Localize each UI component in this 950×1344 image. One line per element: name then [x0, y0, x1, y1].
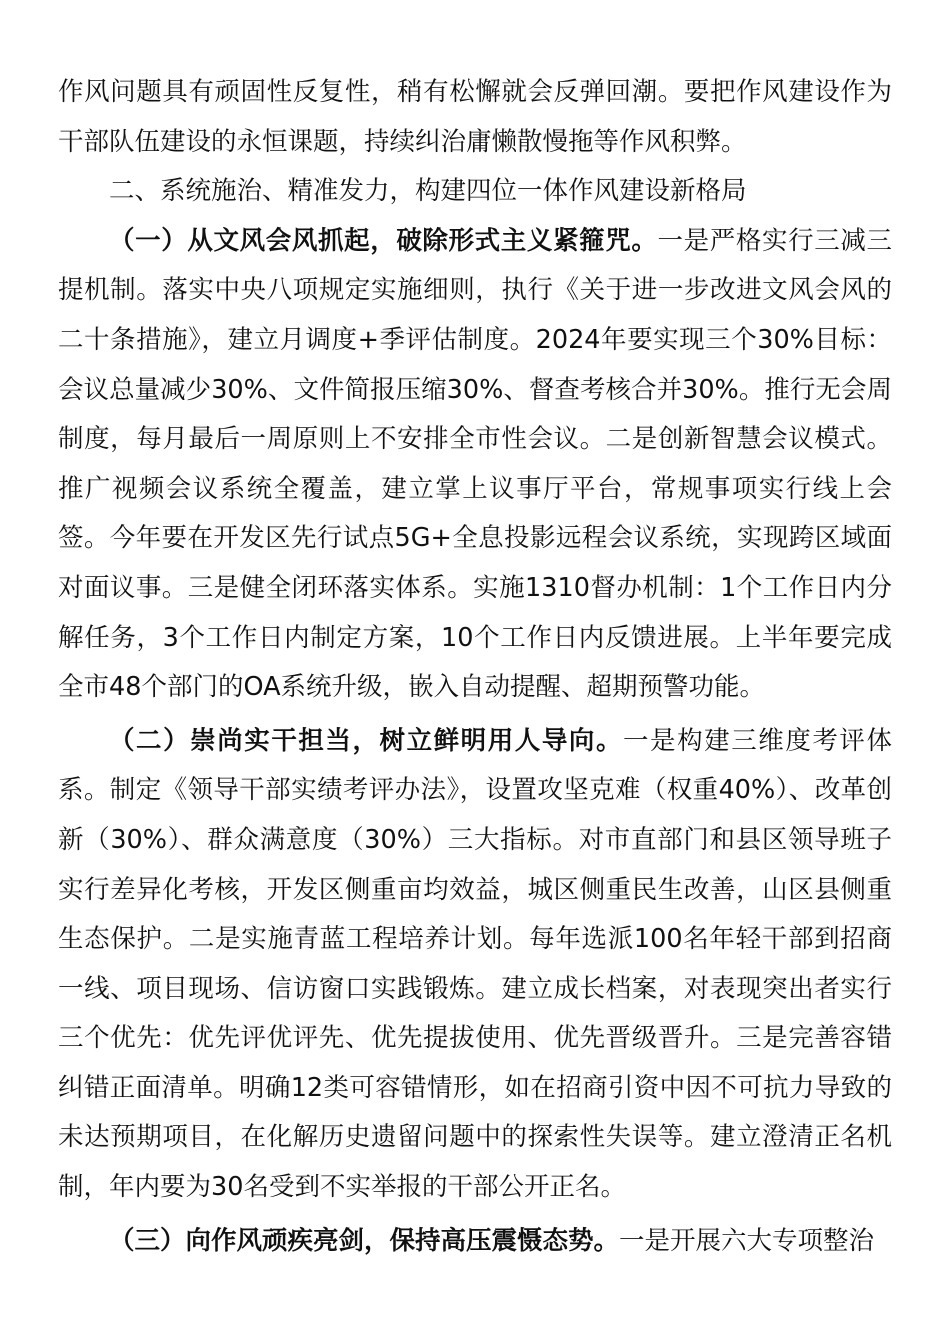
body-paragraph-intro: [58, 68, 892, 167]
paragraph-text: 一是严格实行三减三提机制。落实中央八项规定实施细则，执行《关于进一步改进文风会风的二十条措施》，建立月调度+季评估制度。2024年要实现三个30%目标：会议总量减少30%、文件简报压缩30%、督查考核合并30%。推行无会周制度，每月最后一周原则上不安排全市性会议。二是创新智慧会议模式。推广视频会议系统全覆盖，建立掌上议事厅平台，常规事项实行线上会签。今年要在开发区先行试点5G+全息投影远程会议系统，实现跨区域面对面议事。三是健全闭环落实体系。实施1310督办机制：1个工作日内分解任务，3个工作日内制定方案，10个工作日内反馈进展。上半年要完成全市48个部门的OA系统升级，嵌入自动提醒、超期预警功能。: [58, 225, 892, 703]
paragraph-text: 作风问题具有顽固性反复性，稍有松懈就会反弹回潮。要把作风建设作为干部队伍建设的永恒课题，持续纠治庸懒散慢拖等作风积弊。: [58, 77, 892, 157]
body-paragraph-3: [58, 1217, 892, 1267]
subsection-title: （一）从文风会风抓起，破除形式主义紧箍咒。: [109, 225, 658, 256]
heading-text: 二、系统施治、精准发力，构建四位一体作风建设新格局: [109, 176, 747, 207]
body-paragraph-1: [58, 217, 892, 713]
document-page: [58, 68, 892, 1266]
paragraph-text: 一是构建三维度考评体系。制定《领导干部实绩考评办法》，设置攻坚克难（权重40%）、改革创新（30%）、群众满意度（30%）三大指标。对市直部门和县区领导班子实行差异化考核，开发区侧重亩均效益，城区侧重民生改善，山区县侧重生态保护。二是实施青蓝工程培养计划。每年选派100名年轻干部到招商一线、项目现场、信访窗口实践锻炼。建立成长档案，对表现突出者实行三个优先：优先评优评先、优先提拔使用、优先晋级晋升。三是完善容错纠错正面清单。明确12类可容错情形，如在招商引资中因不可抗力导致的未达预期项目，在化解历史遗留问题中的探索性失误等。建立澄清正名机制，年内要为30名受到不实举报的干部公开正名。: [58, 725, 892, 1203]
body-paragraph-2: [58, 717, 892, 1213]
subsection-title: （三）向作风顽疾亮剑，保持高压震慑态势。: [109, 1225, 620, 1256]
section-heading: [58, 167, 892, 217]
paragraph-text: 一是开展六大专项整治: [619, 1225, 875, 1256]
subsection-title: （二）崇尚实干担当，树立鲜明用人导向。: [109, 725, 623, 756]
